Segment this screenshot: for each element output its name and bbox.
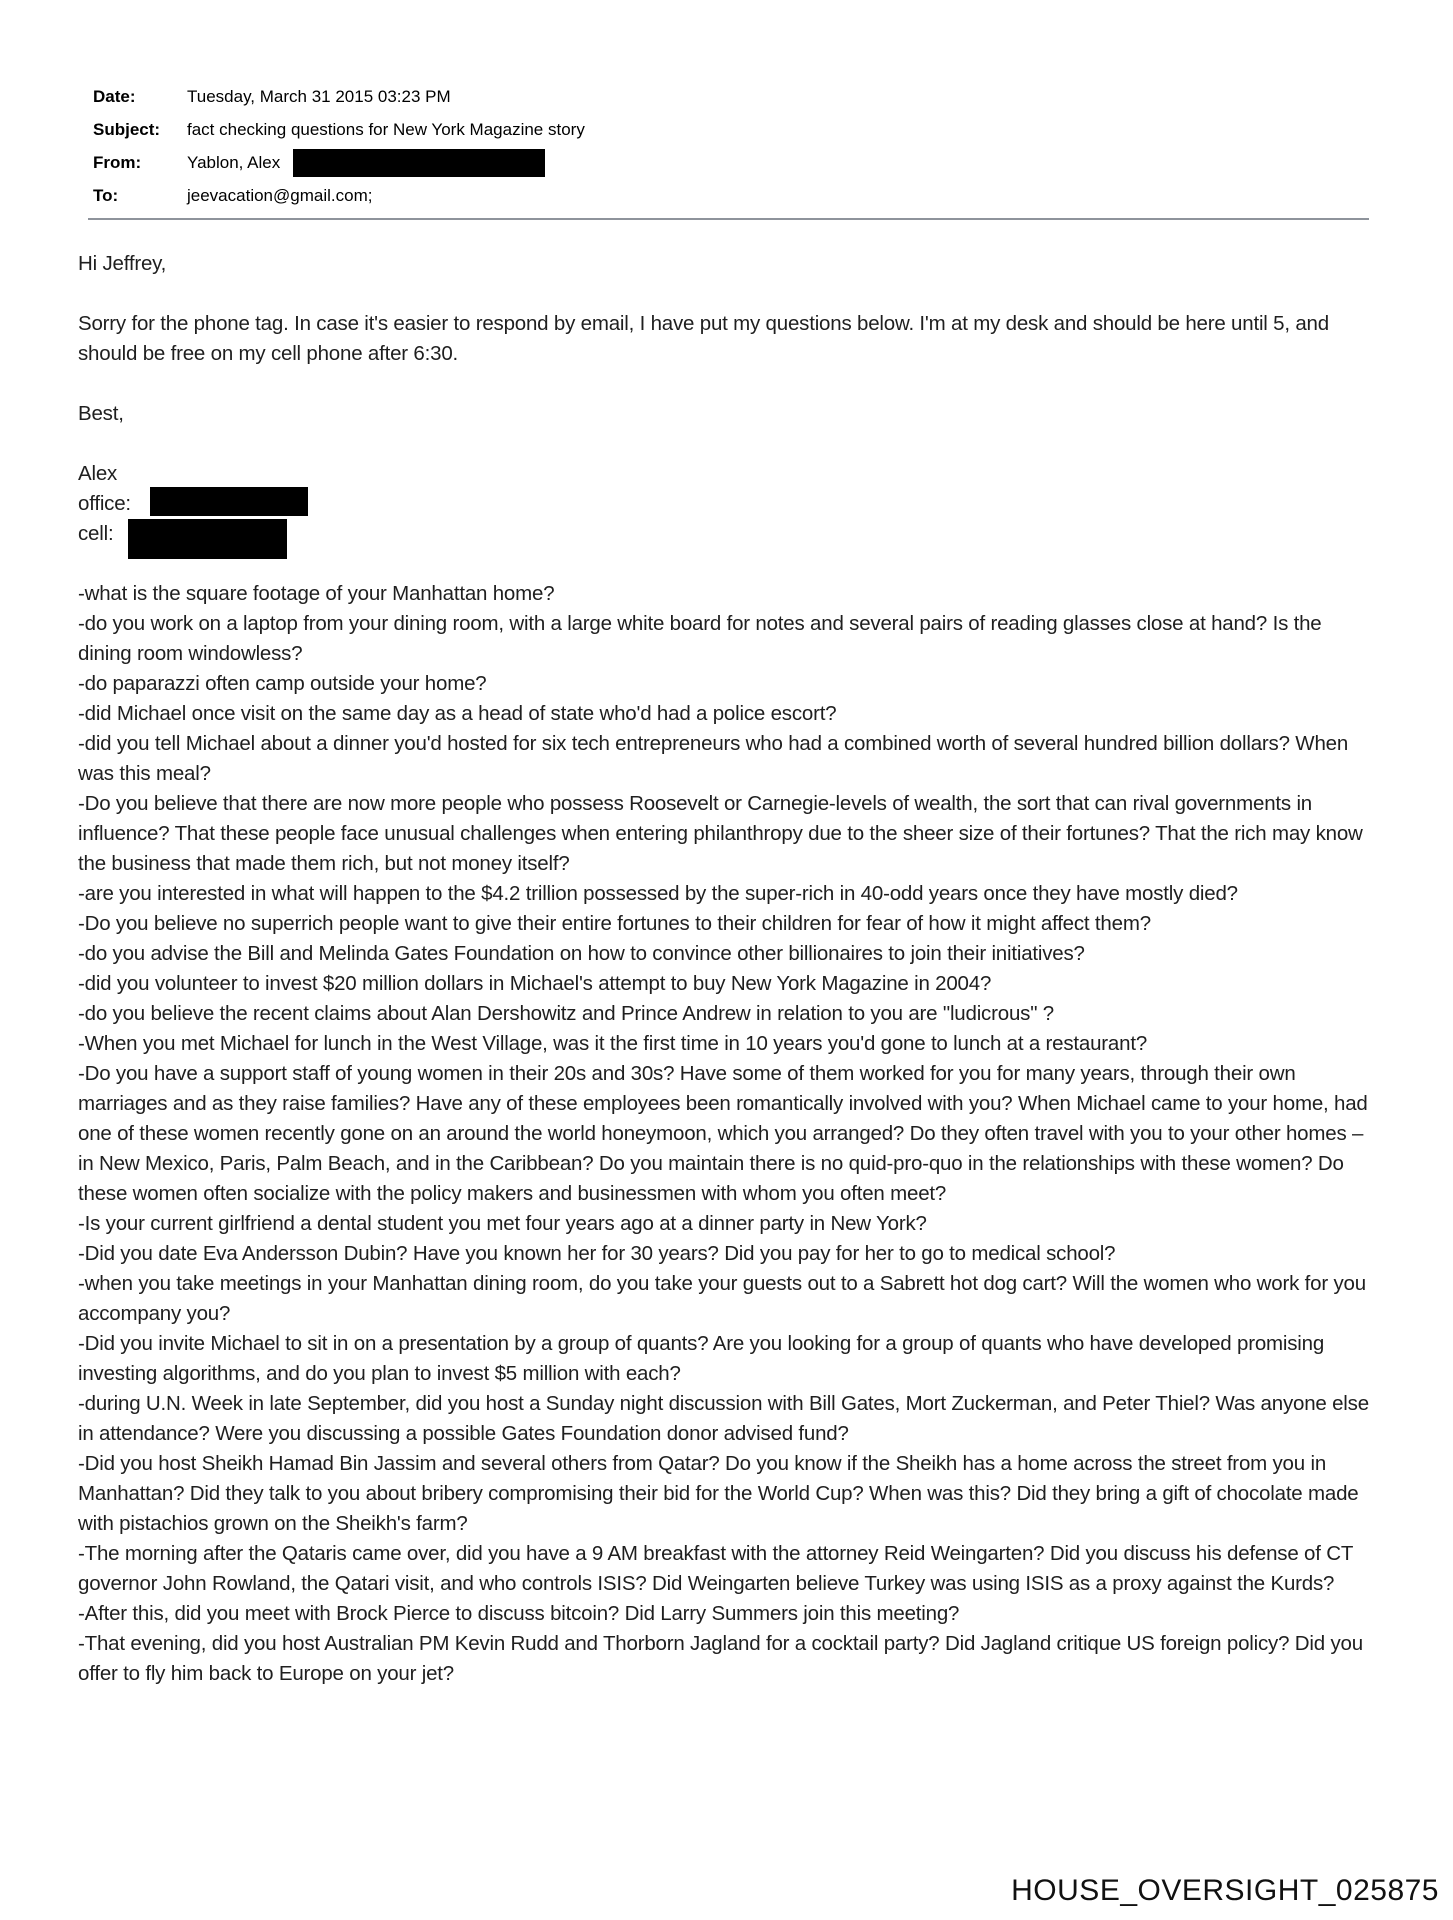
- question-item: -After this, did you meet with Brock Pierce to discuss bitcoin? Did Larry Summers join this meeting?: [78, 1602, 960, 1625]
- signature-name: Alex: [78, 462, 118, 485]
- question-item: -Did you date Eva Andersson Dubin? Have you known her for 30 years? Did you pay for her to go to medical school?: [78, 1242, 1116, 1265]
- closing: Best,: [78, 402, 124, 425]
- redaction-box-from-email: [293, 149, 545, 177]
- question-item: -When you met Michael for lunch in the West Village, was it the first time in 10 years you'd gone to lunch at a restaurant?: [78, 1032, 1148, 1055]
- question-item: -Is your current girlfriend a dental student you met four years ago at a dinner party in New York?: [78, 1212, 927, 1235]
- question-item: -did you tell Michael about a dinner you'd hosted for six tech entrepreneurs who had a combined worth of several hundred billion dollars? When was this meal?: [78, 732, 1349, 785]
- question-item: -do you believe the recent claims about Alan Dershowitz and Prince Andrew in relation to you are "ludicrous" ?: [78, 1002, 1054, 1025]
- signature-block: [78, 459, 1373, 549]
- questions-list: [78, 579, 1373, 1689]
- question-item: -did you volunteer to invest $20 million dollars in Michael's attempt to buy New York Magazine in 2004?: [78, 972, 992, 995]
- question-item: -Did you invite Michael to sit in on a presentation by a group of quants? Are you looking for a group of quants who have developed promising investing algorithms, and do you plan to invest $5 million with each?: [78, 1332, 1325, 1385]
- cell-label: cell:: [78, 522, 114, 545]
- signature-cell-line: [78, 519, 1373, 549]
- intro-paragraph: Sorry for the phone tag. In case it's easier to respond by email, I have put my questions below. I'm at my desk and should be here until 5, and should be free on my cell phone after 6:30.: [78, 312, 1329, 365]
- question-item: -do you work on a laptop from your dining room, with a large white board for notes and several pairs of reading glasses close at hand? Is the dining room windowless?: [78, 612, 1322, 665]
- question-item: -That evening, did you host Australian PM Kevin Rudd and Thorborn Jagland for a cocktail party? Did Jagland critique US foreign policy? Did you offer to fly him back to Europe on your jet?: [78, 1632, 1363, 1685]
- redaction-box-office-phone: [150, 487, 308, 516]
- question-item: -did Michael once visit on the same day as a head of state who'd had a police escort?: [78, 702, 837, 725]
- date-value: Tuesday, March 31 2015 03:23 PM: [187, 86, 451, 106]
- question-item: -when you take meetings in your Manhattan dining room, do you take your guests out to a Sabrett hot dog cart? Will the women who work for you accompany you?: [78, 1272, 1366, 1325]
- question-item: -Did you host Sheikh Hamad Bin Jassim and several others from Qatar? Do you know if the Sheikh has a home across the street from you in Manhattan? Did they talk to you about bribery compromising their bid for the World Cup? When was this? Did they bring a gift of chocolate made with pistachios grown on the Sheikh's farm?: [78, 1452, 1359, 1535]
- to-value: jeevacation@gmail.com;: [187, 185, 373, 205]
- question-item: -do you advise the Bill and Melinda Gates Foundation on how to convince other billionaires to join their initiatives?: [78, 942, 1085, 965]
- to-label: To:: [93, 185, 119, 205]
- header-field-subject: [93, 113, 1453, 146]
- from-label: From:: [93, 152, 142, 172]
- question-item: -Do you believe that there are now more people who possess Roosevelt or Carnegie-levels of wealth, the sort that can rival governments in influence? That these people face unusual challenges when entering philanthropy due to the sheer size of their fortunes? That the rich may know the business that made them rich, but not money itself?: [78, 792, 1363, 875]
- office-label: office:: [78, 492, 131, 515]
- bates-number: HOUSE_OVERSIGHT_025875: [1011, 1874, 1439, 1907]
- subject-label: Subject:: [93, 119, 161, 139]
- email-body: [0, 220, 1453, 1689]
- question-item: -Do you believe no superrich people want to give their entire fortunes to their children for fear of how it might affect them?: [78, 912, 1151, 935]
- question-item: -what is the square footage of your Manhattan home?: [78, 582, 555, 605]
- question-item: -The morning after the Qataris came over, did you have a 9 AM breakfast with the attorney Reid Weingarten? Did you discuss his defense of CT governor John Rowland, the Qatari visit, and who controls ISIS? Did Weingarten believe Turkey was using ISIS as a proxy against the Kurds?: [78, 1542, 1353, 1595]
- question-item: -do paparazzi often camp outside your home?: [78, 672, 487, 695]
- from-value: Yablon, Alex: [187, 152, 281, 172]
- subject-value: fact checking questions for New York Magazine story: [187, 119, 585, 139]
- header-field-date: [93, 80, 1453, 113]
- question-item: -during U.N. Week in late September, did you host a Sunday night discussion with Bill Gates, Mort Zuckerman, and Peter Thiel? Was anyone else in attendance? Were you discussing a possible Gates Foundation donor advised fund?: [78, 1392, 1369, 1445]
- header-field-from: [93, 146, 1453, 179]
- greeting: Hi Jeffrey,: [78, 252, 167, 275]
- signature-office-line: [78, 489, 1373, 519]
- question-item: -Do you have a support staff of young women in their 20s and 30s? Have some of them worked for you for many years, through their own marriages and as they raise families? Have any of these employees been romantically involved with you? When Michael came to your home, had one of these women recently gone on an around the world honeymoon, which you arranged? Do they often travel with you to your other homes – in New Mexico, Paris, Palm Beach, and in the Caribbean? Do you maintain there is no quid-pro-quo in the relationships with these women? Do these women often socialize with the policy makers and businessmen with whom you often meet?: [78, 1062, 1368, 1205]
- date-label: Date:: [93, 86, 136, 106]
- email-header: [0, 0, 1453, 212]
- header-field-to: [93, 179, 1453, 212]
- redaction-box-cell-phone: [128, 519, 287, 559]
- question-item: -are you interested in what will happen to the $4.2 trillion possessed by the super-rich in 40-odd years once they have mostly died?: [78, 882, 1238, 905]
